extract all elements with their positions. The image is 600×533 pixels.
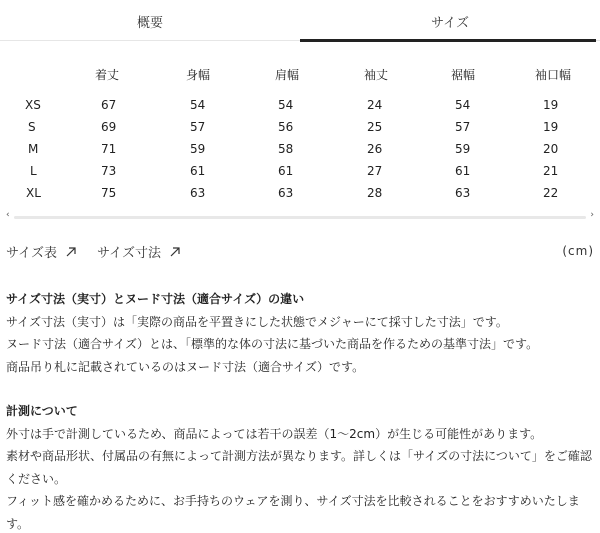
table-cell: 25 [367, 120, 383, 134]
spacer [6, 378, 596, 400]
size-label: XS [25, 98, 41, 112]
external-arrow-icon [169, 246, 181, 258]
size-label: L [30, 164, 37, 178]
table-cell: 27 [367, 164, 383, 178]
column-header-length: 着丈 [95, 68, 120, 82]
section-title-size-difference: サイズ寸法（実寸）とヌード寸法（適合サイズ）の違い [6, 292, 305, 306]
table-cell: 59 [190, 142, 206, 156]
table-cell: 28 [367, 186, 383, 200]
tab-overview[interactable]: 概要 [136, 15, 163, 31]
table-cell: 61 [278, 164, 294, 178]
table-cell: 22 [543, 186, 559, 200]
table-cell: 69 [101, 120, 117, 134]
table-cell: 63 [455, 186, 471, 200]
table-cell: 26 [367, 142, 383, 156]
table-cell: 56 [278, 120, 294, 134]
table-cell: 71 [101, 142, 117, 156]
note-line: 素材や商品形状、付属品の有無によって計測方法が異なります。詳しくは「サイズの寸法について」をご確認ください。 [6, 449, 592, 486]
table-cell: 24 [367, 98, 383, 112]
size-chart-link[interactable] [6, 242, 77, 261]
note-line: サイズ寸法（実寸）は「実際の商品を平置きにした状態でメジャーにて採寸した寸法」です。 [6, 314, 508, 329]
column-header-shoulder-width: 肩幅 [275, 68, 300, 82]
table-cell: 59 [455, 142, 471, 156]
table-cell: 63 [278, 186, 294, 200]
table-cell: 57 [190, 120, 206, 134]
table-cell: 21 [543, 164, 559, 178]
table-cell: 61 [455, 164, 471, 178]
note-line: フィット感を確かめるために、お手持ちのウェアを測り、サイズ寸法を比較されることをおすすめいたします。 [6, 494, 580, 531]
unit-label: (cm) [562, 244, 594, 258]
tab-active-indicator [300, 39, 596, 42]
table-cell: 73 [101, 164, 117, 178]
scroll-right-arrow[interactable]: › [590, 210, 594, 220]
scroll-left-arrow[interactable]: ‹ [6, 210, 10, 220]
table-cell: 54 [455, 98, 471, 112]
table-cell: 63 [190, 186, 206, 200]
tab-size[interactable]: サイズ [431, 15, 469, 31]
column-header-cuff-width: 袖口幅 [535, 68, 572, 82]
table-cell: 19 [543, 120, 559, 134]
size-notes [6, 288, 596, 533]
table-cell: 57 [455, 120, 471, 134]
note-line: ヌード寸法（適合サイズ）とは、「標準的な体の寸法に基づいた商品を作るための基準寸法」です。 [6, 337, 539, 351]
scroll-track[interactable] [14, 216, 586, 219]
tab-bar [0, 0, 600, 42]
column-header-body-width: 身幅 [186, 68, 211, 82]
note-line: 商品吊り札に記載されているのはヌード寸法（適合サイズ）です。 [6, 359, 365, 374]
size-label: M [28, 142, 39, 156]
table-cell: 58 [278, 142, 294, 156]
section-title-measurement: 計測について [6, 404, 78, 418]
column-header-hem-width: 裾幅 [451, 68, 476, 82]
size-chart-link-label: サイズ表 [6, 246, 57, 261]
horizontal-scrollbar[interactable] [4, 212, 596, 222]
table-cell: 75 [101, 186, 117, 200]
size-dimensions-link[interactable] [97, 242, 181, 261]
note-line: 外寸は手で計測しているため、商品によっては若干の誤差（1〜2cm）が生じる可能性があります。 [6, 426, 543, 441]
table-cell: 54 [278, 98, 294, 112]
size-label: XL [26, 186, 41, 200]
column-header-sleeve-length: 袖丈 [364, 68, 389, 82]
size-label: S [28, 120, 36, 134]
size-dimensions-link-label: サイズ寸法 [97, 246, 161, 261]
external-arrow-icon [65, 246, 77, 258]
table-cell: 54 [190, 98, 206, 112]
table-cell: 19 [543, 98, 559, 112]
table-cell: 20 [543, 142, 559, 156]
table-cell: 67 [101, 98, 117, 112]
table-cell: 61 [190, 164, 206, 178]
